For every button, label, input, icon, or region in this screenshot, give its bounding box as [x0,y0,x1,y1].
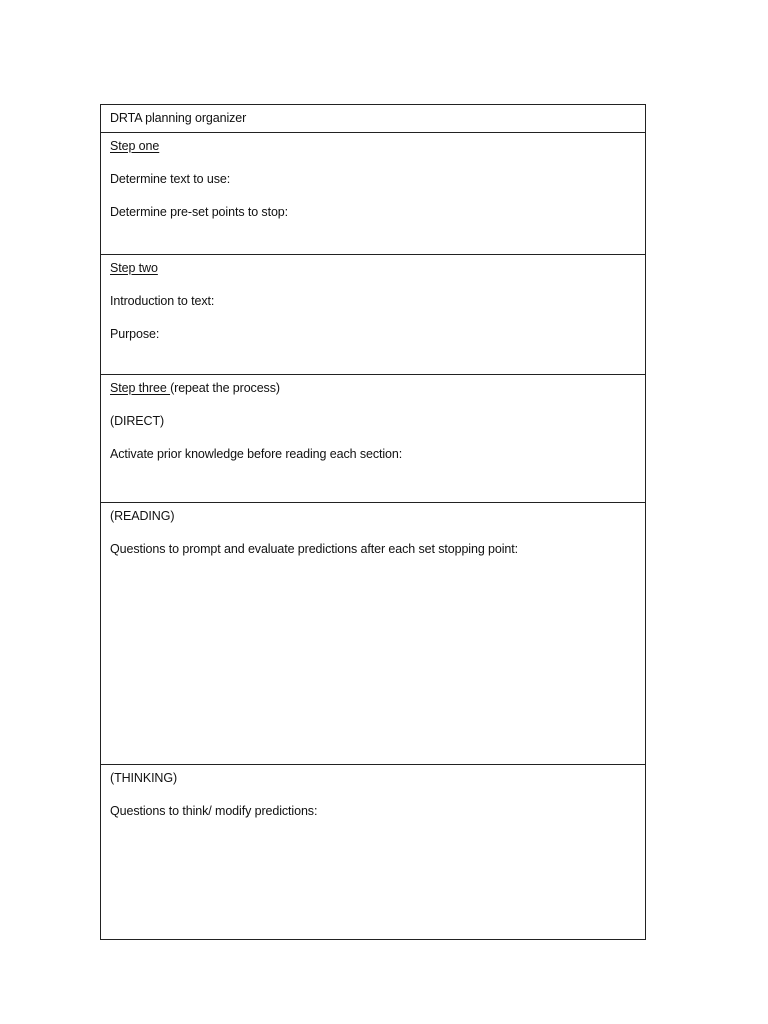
reading-label: (READING) [110,509,175,523]
thinking-questions-label: Questions to think/ modify predictions: [110,804,318,818]
activate-knowledge-label: Activate prior knowledge before reading each section: [110,447,403,461]
step-two-heading: Step two [110,261,158,275]
determine-stop-points-label: Determine pre-set points to stop: [110,205,289,219]
step-three-note: (repeat the process) [170,381,280,395]
step-one-heading: Step one [110,139,160,153]
thinking-label: (THINKING) [110,771,178,785]
thinking-section [101,765,645,939]
step-three-section [101,375,645,503]
step-two-section [101,255,645,375]
reading-questions-label: Questions to prompt and evaluate predictions after each set stopping point: [110,542,519,556]
purpose-label: Purpose: [110,327,160,341]
step-three-heading: Step three [110,381,171,395]
title-row [101,105,645,133]
step-one-section [101,133,645,255]
reading-section [101,503,645,765]
step-three-heading-line [110,380,280,396]
drta-organizer-table [100,104,646,940]
direct-label: (DIRECT) [110,414,165,428]
introduction-label: Introduction to text: [110,294,215,308]
determine-text-label: Determine text to use: [110,172,231,186]
organizer-title: DRTA planning organizer [110,111,247,125]
